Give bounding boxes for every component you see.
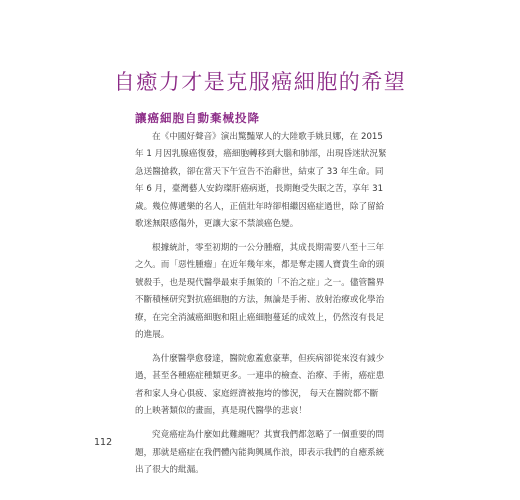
paragraph [135,427,387,479]
paragraph [135,129,387,233]
text-line: 急送醫搶救，卻在當天下午宣告不治辭世，結束了 33 年生命。同 [135,166,384,177]
text-line: 歌迷無限感傷外，更讓大家不禁談癌色變。 [135,219,299,230]
text-line: 者和家人身心俱疲、家庭經濟被拖垮的慘況， 每天在醫院都不斷 [135,388,379,399]
paragraph [135,240,387,344]
page-number: 112 [94,437,113,448]
text-line: 出了很大的紕漏。 [135,465,204,476]
text-line: 之久。而「惡性腫瘤」在近年幾年來，都是奪走國人寶貴生命的頭 [135,260,385,271]
page-title: 自癒力才是克服癌細胞的希望 [113,70,407,94]
text-line: 年 6 月，臺灣藝人安鈞璨肝癌病逝，長期飽受失眠之苦，享年 31 [135,184,384,195]
text-line: 的上映著類似的畫面，真是現代醫學的悲哀！ [135,406,307,417]
text-line: 年 1 月因乳腺癌復發，癌細胞轉移到大腦和肺部，出現昏迷狀況緊 [135,149,387,160]
text-line: 療，在完全消滅癌細胞和阻止癌細胞蔓延的成效上，仍然沒有長足 [135,312,385,323]
text-line: 過，甚至各種癌症種類更多。一連串的檢查、治療、手術，癌症患 [135,371,385,382]
section-heading: 讓癌細胞自動棄械投降 [135,111,260,125]
text-line: 在《中國好聲音》演出驚豔眾人的大陸歌手姚貝娜，在 2015 [152,132,383,142]
text-line: 號殺手，也是現代醫學最束手無策的「不治之症」之一。儘管醫界 [135,277,385,288]
text-line: 究竟癌症為什麼如此難纏呢？其實我們都忽略了一個重要的問 [152,430,385,441]
text-line: 為什麼醫學愈發達，醫院愈蓋愈豪華，但疾病卻從來沒有減少 [152,354,385,365]
text-line: 根據統計，零至初期的一公分腫瘤，其成長期需要八至十三年 [152,243,385,254]
body-text [135,129,387,486]
text-line: 不斷積極研究對抗癌細胞的方法，無論是手術、放射治療或化學治 [135,295,385,306]
text-line: 題，那就是癌症在我們體內能夠興風作浪，即表示我們的自癒系統 [135,447,385,458]
text-line: 的進展。 [135,330,170,341]
paragraph [135,351,387,421]
text-line: 歲。幾位傳遞樂的名人，正值壯年時卻相繼因癌症過世，除了留給 [135,201,385,212]
